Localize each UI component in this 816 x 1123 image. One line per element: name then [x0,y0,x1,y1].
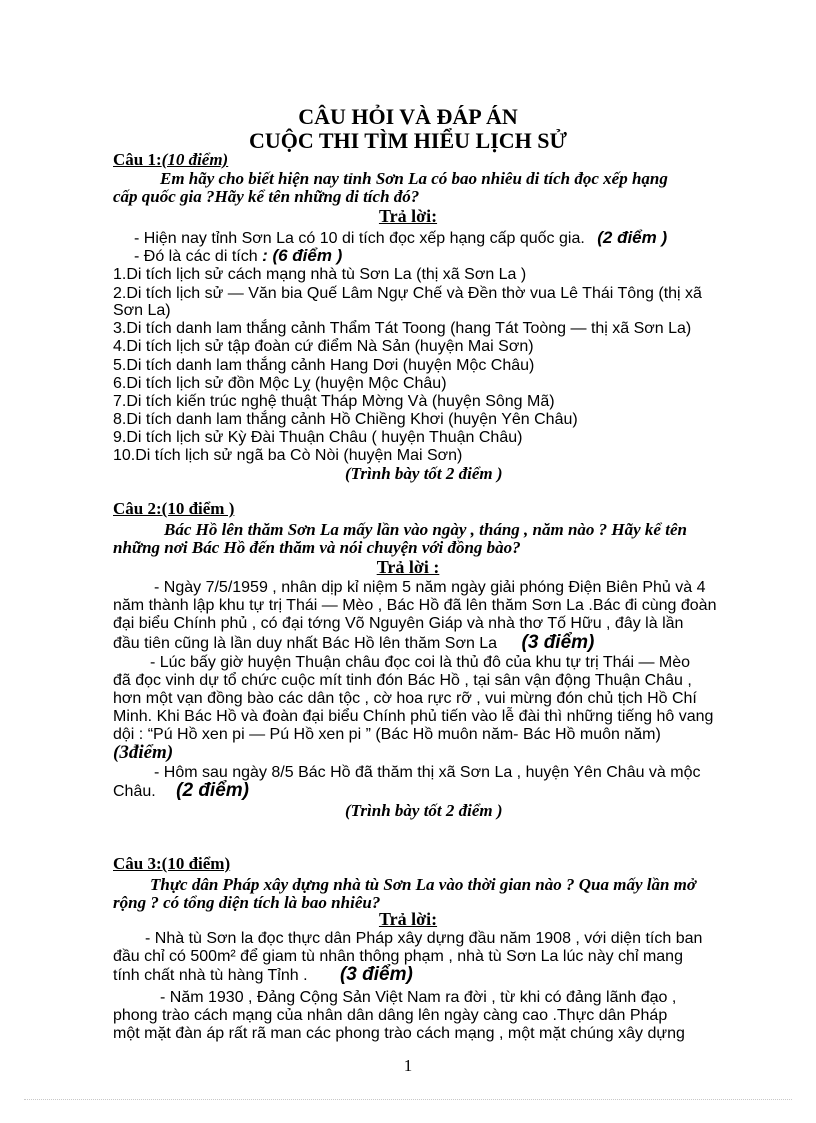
site-list-item: 10.Di tích lịch sử ngã ba Cò Nòi (huyện Mai Sơn) [113,447,463,464]
answer-3-label: Trả lời: [378,909,438,929]
answer-3-line: phong trào cách mạng của nhân dân dâng lên ngày càng cao .Thực dân Pháp [113,1007,668,1024]
site-list-item: 2.Di tích lịch sử — Văn bia Quế Lâm Ngự Chế và Đền thờ vua Lê Thái Tông (thị xã [113,285,702,302]
answer-2-line: - Ngày 7/5/1959 , nhân dịp kỉ niệm 5 năm ngày giải phóng Điện Biên Phủ và 4 [154,579,706,596]
answer-3-line-text: tính chất nhà tù hàng Tỉnh . [113,967,308,984]
answer-3-points-a: (3 điểm) [339,964,413,985]
answer-2-line-text: Châu. [113,783,156,800]
answer-1-para-2-points: : (6 điểm ) [262,246,343,265]
site-list-item: Sơn La) [113,302,171,319]
question-1-points: (10 điểm) [161,150,229,169]
site-list-item: 9.Di tích lịch sử Kỳ Đài Thuận Châu ( huyện Thuận Châu) [113,429,523,446]
site-list-item: 3.Di tích danh lam thắng cảnh Thẩm Tát Toong (hang Tát Toòng — thị xã Sơn La) [113,320,692,337]
question-1-text-2: cấp quốc gia ?Hãy kể tên những di tích đó? [113,187,420,206]
question-3-points: (10 điểm) [161,854,231,873]
title-line-2: CUỘC THI TÌM HIỂU LỊCH SỬ [248,128,568,153]
question-3-text-1: Thực dân Pháp xây dựng nhà tù Sơn La vào thời gian nào ? Qua mấy lần mở [150,875,697,894]
answer-2-line: Minh. Khi Bác Hồ và đoàn đại biểu Chính phủ tiến vào lễ đài thì những tiếng hô vang [113,708,714,725]
site-list-item: 7.Di tích kiến trúc nghệ thuật Tháp Mờng Và (huyện Sông Mã) [113,393,555,410]
answer-1-para-1-points: (2 điểm ) [597,228,668,247]
answer-2-line: - Lúc bấy giờ huyện Thuận châu đọc coi là thủ đô của khu tự trị Thái — Mèo [150,654,691,671]
answer-3-line: một mặt đàn áp rất rã man các phong trào cách mạng , một mặt chúng xây dựng [113,1025,685,1042]
question-1-label: Câu 1: [113,150,162,169]
question-3-text-2: rộng ? có tổng diện tích là bao nhiêu? [113,893,381,912]
answer-1-bonus: (Trình bày tốt 2 điểm ) [345,464,503,483]
answer-3-line [113,966,413,985]
answer-2-line: hơn một vạn đồng bào các dân tộc , cờ hoa rực rỡ , vui mừng đón chủ tịch Hồ Chí [113,690,697,707]
answer-2-line: - Hôm sau ngày 8/5 Bác Hồ đã thăm thị xã Sơn La , huyện Yên Châu và mộc [154,764,701,781]
question-2-text-1: Bác Hồ lên thăm Sơn La mấy lần vào ngày , tháng , năm nào ? Hãy kể tên [164,520,687,539]
answer-2-points-a: (3 điểm) [521,632,595,653]
question-2-label: Câu 2: [113,499,162,518]
answer-1-para-2 [134,247,342,266]
answer-2-bonus: (Trình bày tốt 2 điểm ) [345,801,503,820]
answer-1-para-1-text: - Hiện nay tỉnh Sơn La có 10 di tích đọc xếp hạng cấp quốc gia. [134,230,585,247]
answer-1-label: Trả lời: [378,206,438,226]
answer-1-para-1 [134,229,667,248]
site-list-item: 8.Di tích danh lam thắng cảnh Hồ Chiềng Khơi (huyện Yên Châu) [113,411,578,428]
answer-1-para-2-text: - Đó là các di tích [134,248,258,265]
site-list-item: 4.Di tích lịch sử tập đoàn cứ điểm Nà Sản (huyện Mai Sơn) [113,338,534,355]
title-line-1: CÂU HỎI VÀ ĐÁP ÁN [298,104,518,129]
page-number: 1 [403,1056,413,1075]
answer-2-line: năm thành lập khu tự trị Thái — Mèo , Bác Hồ đã lên thăm Sơn La .Bác đi cùng đoàn [113,597,717,614]
answer-2-line-text: đầu tiên cũng là lần duy nhất Bác Hồ lên thăm Sơn La [113,635,498,652]
answer-2-line: dội : “Pú Hồ xen pi — Pú Hồ xen pi ” (Bác Hồ muôn năm- Bác Hồ muôn năm) [113,726,661,743]
question-3-heading [113,855,230,873]
answer-2-points-c: (2 điểm) [176,780,250,801]
answer-2-line: đã đọc vinh dự tổ chức cuộc mít tinh đón Bác Hồ , tại sân vận động Thuận Châu , [113,672,692,689]
question-1-text-1: Em hãy cho biết hiện nay tỉnh Sơn La có bao nhiêu di tích đọc xếp hạng [160,169,668,188]
answer-2-line [113,634,594,653]
answer-2-line [113,782,249,801]
answer-2-label: Trả lời : [376,557,440,577]
site-list-item: 5.Di tích danh lam thắng cảnh Hang Dơi (huyện Mộc Châu) [113,357,535,374]
site-list-item: 1.Di tích lịch sử cách mạng nhà tù Sơn La (thị xã Sơn La ) [113,266,527,283]
question-2-heading [113,500,234,518]
answer-3-line: đầu chỉ có 500m² để giam tù nhân thông phạm , nhà tù Sơn La lúc này chỉ mang [113,948,683,965]
question-1-heading [113,151,228,169]
answer-3-line: - Nhà tù Sơn la đọc thực dân Pháp xây dựng đầu năm 1908 , với diện tích ban [145,930,703,947]
answer-3-line: - Năm 1930 , Đảng Cộng Sản Việt Nam ra đời , từ khi có đảng lãnh đạo , [160,989,677,1006]
answer-2-points-b: (3điểm) [113,742,174,763]
question-2-text-2: những nơi Bác Hồ đến thăm và nói chuyện với đồng bào? [113,538,521,557]
site-list-item: 6.Di tích lịch sử đồn Mộc Lỵ (huyện Mộc Châu) [113,375,447,392]
question-3-label: Câu 3: [113,854,162,873]
page-bottom-divider [24,1099,792,1100]
answer-2-line: đại biểu Chính phủ , có đại tớng Võ Nguyên Giáp và nhà thơ Tố Hữu , đây là lần [113,615,684,632]
question-2-points: (10 điểm ) [161,499,235,518]
